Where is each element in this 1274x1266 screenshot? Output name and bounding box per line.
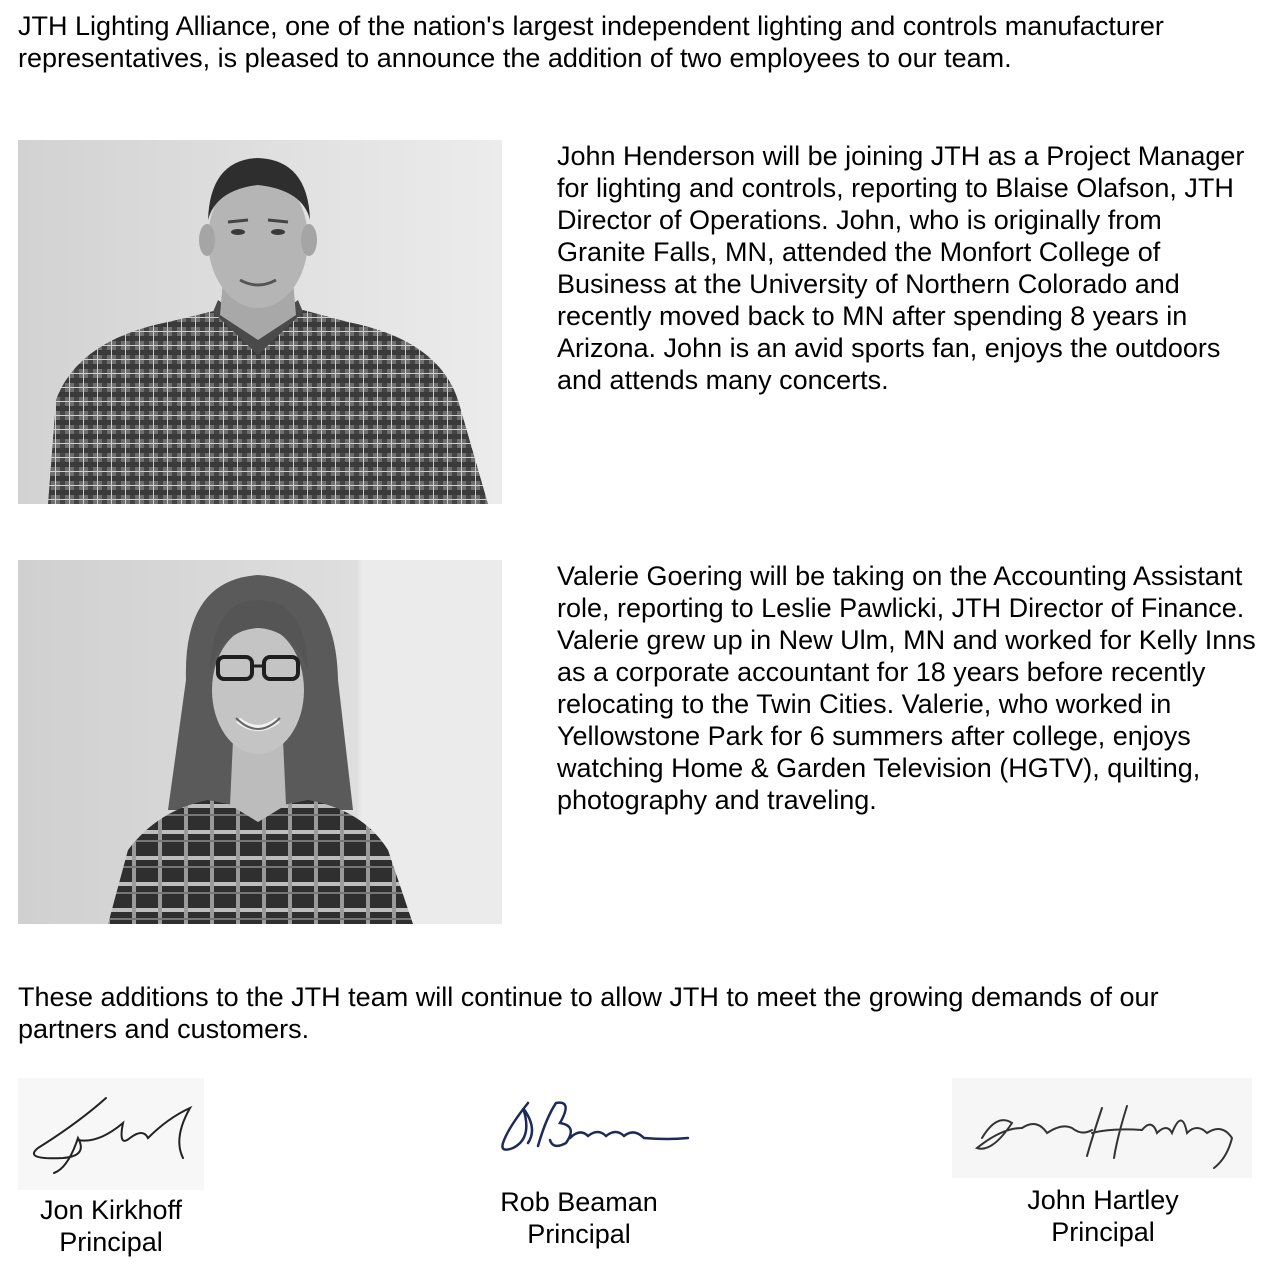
signer-title: Principal bbox=[527, 1219, 631, 1249]
signer-name: Jon Kirkhoff bbox=[39, 1195, 183, 1225]
signer-name: Rob Beaman bbox=[500, 1187, 658, 1217]
signature-block-jon-kirkhoff bbox=[11, 1194, 211, 1258]
closing-paragraph: These additions to the JTH team will continue to allow JTH to meet the growing demands of our partners and customers. bbox=[18, 982, 1159, 1044]
signer-title: Principal bbox=[59, 1227, 163, 1257]
employee-bio-valerie-goering: Valerie Goering will be taking on the Accounting Assistant role, reporting to Leslie Pawlicki, JTH Director of Finance. Valerie grew up in New Ulm, MN and worked for Kelly Inns as a corporate accountant for 18 years before recently relocating to the Twin Cities. Valerie, who worked in Yellowstone Park for 6 summers after college, enjoys watching Home & Garden Television (HGTV), quilting, photography and traveling. bbox=[557, 561, 1256, 815]
signature-block-rob-beaman bbox=[479, 1186, 679, 1250]
signature-block-john-hartley bbox=[1003, 1184, 1203, 1248]
intro-paragraph: JTH Lighting Alliance, one of the nation's largest independent lighting and controls manufacturer representatives, is pleased to announce the addition of two employees to our team. bbox=[18, 11, 1164, 73]
signature-rob-beaman bbox=[488, 1088, 698, 1168]
signature-jon-kirkhoff bbox=[18, 1078, 204, 1190]
signer-name: John Hartley bbox=[1027, 1185, 1179, 1215]
employee-photo-valerie-goering bbox=[18, 560, 502, 924]
signer-title: Principal bbox=[1051, 1217, 1155, 1247]
employee-bio-john-henderson: John Henderson will be joining JTH as a Project Manager for lighting and controls, reporting to Blaise Olafson, JTH Director of Operations. John, who is originally from Granite Falls, MN, attended the Monfort College of Business at the University of Northern Colorado and recently moved back to MN after spending 8 years in Arizona. John is an avid sports fan, enjoys the outdoors and attends many concerts. bbox=[557, 141, 1245, 395]
signature-john-hartley bbox=[952, 1078, 1252, 1178]
employee-photo-john-henderson bbox=[18, 140, 502, 504]
